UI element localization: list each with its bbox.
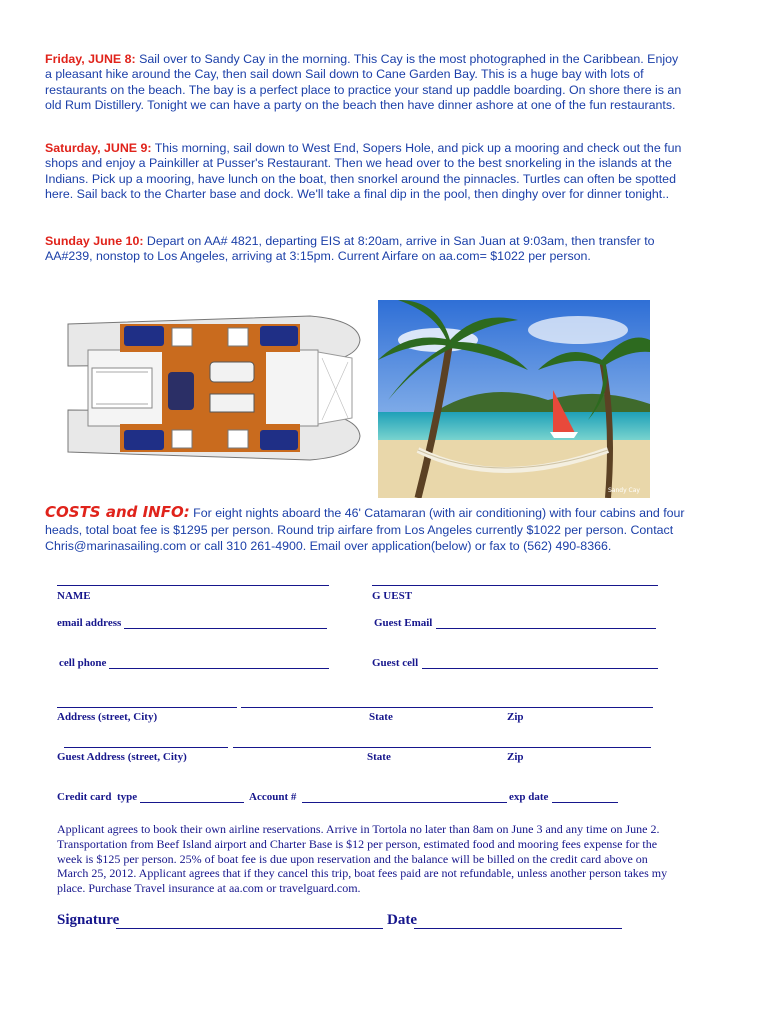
address-street-field[interactable] [57,707,237,708]
cc-type-label: Credit card type [57,791,138,803]
cell-phone-label: cell phone [59,657,107,669]
guest-cell-field[interactable] [422,668,658,669]
itinerary-sunday [45,234,685,265]
address-rest-field[interactable] [241,707,653,708]
day-label-friday: Friday, JUNE 8: [45,52,136,66]
guest-line[interactable] [372,585,658,586]
exp-date-field[interactable] [552,802,618,803]
date-label: Date [387,912,417,928]
email-label: email address [57,617,122,629]
signature-label: Signature [57,912,120,928]
itinerary-saturday [45,141,685,203]
account-label: Account # [249,791,297,803]
name-line[interactable] [57,585,329,586]
name-label: NAME [57,590,91,602]
costs-heading: COSTS and INFO: [45,503,190,521]
day-label-sunday: Sunday June 10: [45,234,144,248]
guest-address-rest-field[interactable] [233,747,651,748]
guest-address-label: Guest Address (street, City) [57,751,187,763]
guest-email-label: Guest Email [374,617,433,629]
catamaran-deck-plan [60,310,362,466]
costs-info [45,504,685,555]
terms-paragraph: Applicant agrees to book their own airline reservations. Arrive in Tortola no later than 8am on June 3 and any time on June 2. Transportation from Beef Island airport and Charter Base is $12 per person, estimated food and mooring fees expense for the week is $125 per person. 25% of boat fee is due upon reservation and the balance will be billed on the credit card above on March 25, 2012. Applicant agrees that if they cancel this trip, boat fees paid are not refundable, unless another person takes my place. Purchase Travel insurance at aa.com or travelguard.com. [57,822,668,896]
guest-label: G UEST [372,590,413,602]
zip-label: Zip [507,711,524,723]
costs-text: For eight nights aboard the 46' Catamaran (with air conditioning) with four cabins and four heads, total boat fee is $1295 per person. Round trip airfare from Los Angeles currently $1022 per person. Contact Chris@marinasailing.com or call 310 261-4900. Email over application(below) or fax to (562) 490-8366. [45,506,685,554]
account-field[interactable] [302,802,507,803]
signature-field[interactable] [116,928,383,929]
cc-type-field[interactable] [140,802,244,803]
guest-email-field[interactable] [436,628,656,629]
friday-text: Sail over to Sandy Cay in the morning. This Cay is the most photographed in the Caribbean. Enjoy a pleasant hike around the Cay, then sail down Sail down to Cane Garden Bay. This is a huge bay with lots of restaurants on the beach. The bay is a perfect place to practice your stand up paddle boarding. On shore there is an old Rum Distillery. Tonight we can have a party on the beach then have dinner ashore at one of the fun restaurants. [45,52,682,113]
day-label-saturday: Saturday, JUNE 9: [45,141,152,155]
guest-zip-label: Zip [507,751,524,763]
photo-credit: Sandy Cay [608,487,640,494]
exp-date-label: exp date [509,791,549,803]
guest-cell-label: Guest cell [372,657,419,669]
guest-address-street-field[interactable] [64,747,228,748]
state-label: State [369,711,393,723]
cell-phone-field[interactable] [109,668,329,669]
date-field[interactable] [414,928,622,929]
sunday-text: Depart on AA# 4821, departing EIS at 8:20am, arrive in San Juan at 9:03am, then transfer to AA#239, nonstop to Los Angeles, arriving at 3:15pm. Current Airfare on aa.com= $1022 per person. [45,234,655,264]
itinerary-friday [45,52,685,114]
beach-hammock-photo [378,300,650,498]
address-label: Address (street, City) [57,711,158,723]
saturday-text: This morning, sail down to West End, Sopers Hole, and pick up a mooring and check out the fun shops and enjoy a Painkiller at Pusser's Restaurant. Then we head over to the best snorkeling in the islands at the Indians. Pick up a mooring, have lunch on the boat, then snorkel around the pinnacles. Turtles can often be spotted here. Sail back to the Charter base and dock. We'll take a final dip in the pool, then dinghy over for dinner tonight.. [45,141,682,202]
guest-state-label: State [367,751,391,763]
email-field[interactable] [124,628,327,629]
